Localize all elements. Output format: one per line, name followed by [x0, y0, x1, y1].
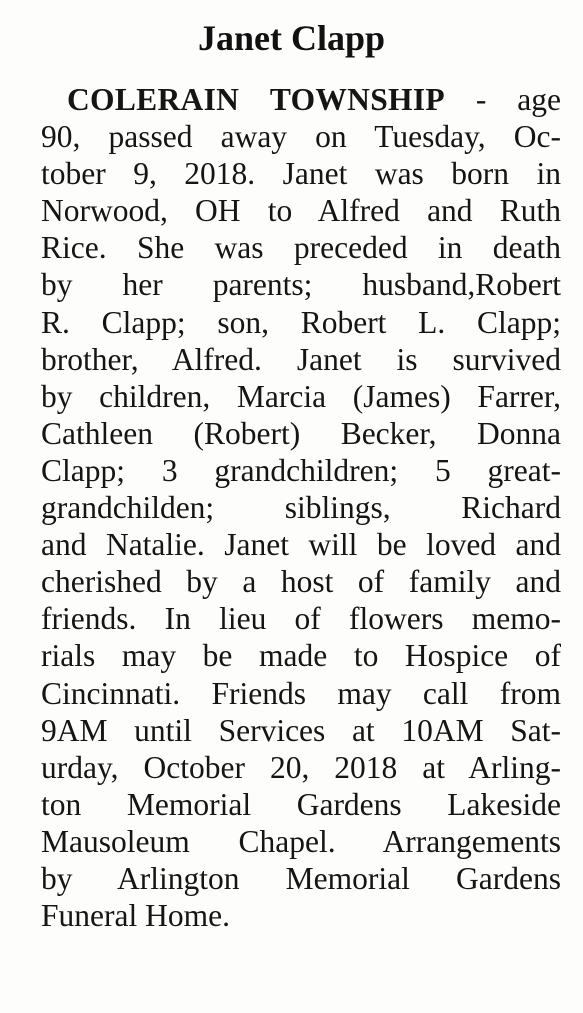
obituary-line: by children, Marcia (James) Farrer,	[41, 378, 561, 414]
obituary-line: ton Memorial Gardens Lakeside	[41, 786, 561, 822]
obituary-line: by her parents; husband,Robert	[41, 267, 561, 303]
obituary-line: and Natalie. Janet will be loved and	[41, 527, 561, 563]
obituary-location: COLERAIN TOWNSHIP	[67, 82, 445, 117]
obituary-line: grandchilden; siblings, Richard	[41, 490, 561, 526]
obituary-line: Clapp; 3 grandchildren; 5 great-	[41, 452, 561, 488]
obituary-line: urday, October 20, 2018 at Arling-	[41, 749, 561, 785]
obituary-line: brother, Alfred. Janet is survived	[41, 341, 561, 377]
obituary-line-text: - age	[475, 82, 561, 117]
obituary-line: tober 9, 2018. Janet was born in	[41, 156, 561, 192]
obituary-line: Cathleen (Robert) Becker, Donna	[41, 415, 561, 451]
obituary-name: Janet Clapp	[197, 18, 386, 58]
obituary-line: Norwood, OH to Alfred and Ruth	[41, 193, 561, 229]
obituary-line: by Arlington Memorial Gardens	[41, 860, 561, 896]
obituary-line: friends. In lieu of flowers memo-	[41, 601, 561, 637]
obituary-line	[41, 81, 561, 118]
obituary-line: Rice. She was preceded in death	[41, 230, 561, 266]
obituary-line: Cincinnati. Friends may call from	[41, 675, 561, 711]
obituary-line: cherished by a host of family and	[41, 564, 561, 600]
obituary-line: 9AM until Services at 10AM Sat-	[41, 712, 561, 748]
obituary-line: rials may be made to Hospice of	[41, 638, 561, 674]
obituary-line: R. Clapp; son, Robert L. Clapp;	[41, 304, 561, 340]
obituary-line: Funeral Home.	[41, 898, 230, 934]
obituary-line: 90, passed away on Tuesday, Oc-	[41, 119, 561, 155]
obituary-body	[41, 81, 561, 934]
obituary-line: Mausoleum Chapel. Arrangements	[41, 823, 561, 859]
